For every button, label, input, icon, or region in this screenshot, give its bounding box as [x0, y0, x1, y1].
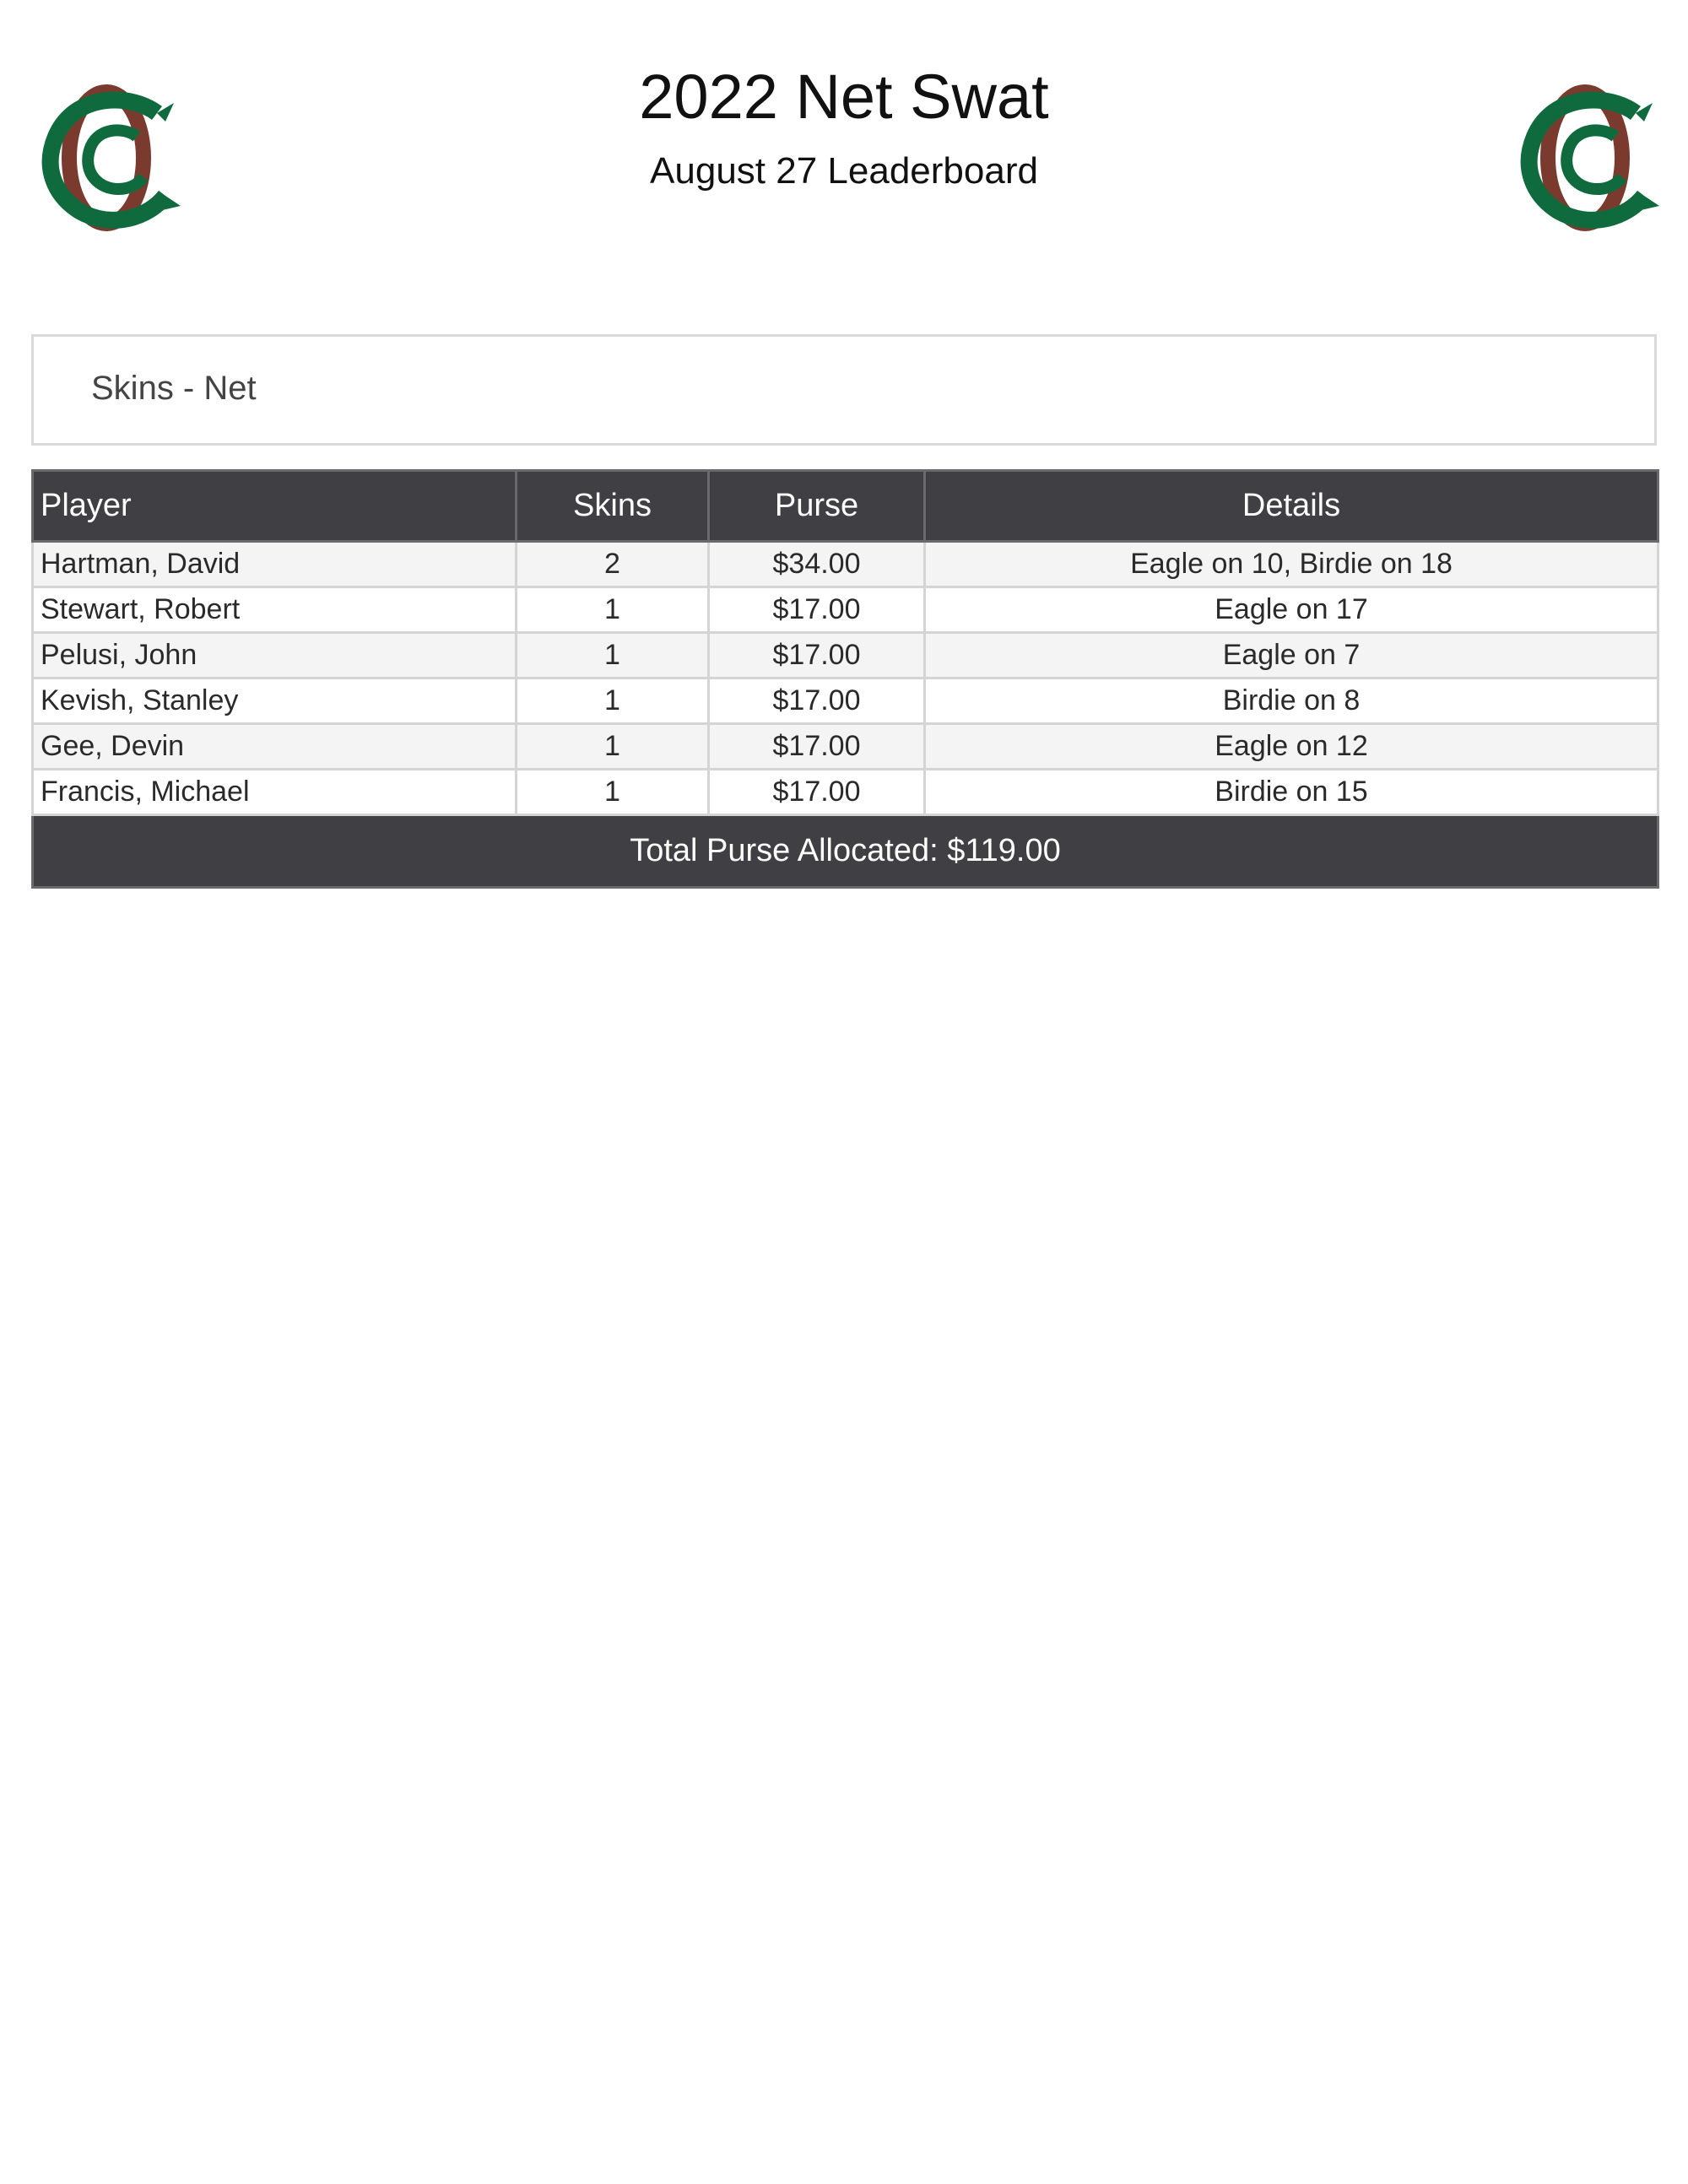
- section-header: [31, 334, 1657, 446]
- column-header-player: Player: [33, 471, 517, 542]
- purse-amount: $17.00: [709, 678, 925, 724]
- purse-amount: $34.00: [709, 542, 925, 587]
- total-purse: Total Purse Allocated: $119.00: [33, 815, 1658, 888]
- purse-amount: $17.00: [709, 633, 925, 678]
- column-header-purse: Purse: [709, 471, 925, 542]
- table-footer-row: [33, 815, 1658, 888]
- table-row: [33, 678, 1658, 724]
- table-row: [33, 724, 1658, 770]
- page-title: 2022 Net Swat: [639, 62, 1049, 132]
- column-header-skins: Skins: [517, 471, 709, 542]
- skins-count: 2: [517, 542, 709, 587]
- purse-amount: $17.00: [709, 770, 925, 815]
- column-header-details: Details: [925, 471, 1658, 542]
- skin-details: Eagle on 10, Birdie on 18: [925, 542, 1658, 587]
- player-name: Hartman, David: [33, 542, 517, 587]
- table-header-row: [33, 471, 1658, 542]
- skins-count: 1: [517, 770, 709, 815]
- skin-details: Birdie on 15: [925, 770, 1658, 815]
- table-row: [33, 542, 1658, 587]
- skins-count: 1: [517, 678, 709, 724]
- table-row: [33, 587, 1658, 633]
- player-name: Gee, Devin: [33, 724, 517, 770]
- table-row: [33, 633, 1658, 678]
- section-title: Skins - Net: [91, 370, 257, 407]
- skin-details: Birdie on 8: [925, 678, 1658, 724]
- page-subtitle: August 27 Leaderboard: [650, 150, 1038, 192]
- skins-count: 1: [517, 633, 709, 678]
- skin-details: Eagle on 17: [925, 587, 1658, 633]
- player-name: Stewart, Robert: [33, 587, 517, 633]
- purse-amount: $17.00: [709, 724, 925, 770]
- leaderboard-table: [31, 469, 1659, 889]
- skins-count: 1: [517, 587, 709, 633]
- skin-details: Eagle on 7: [925, 633, 1658, 678]
- player-name: Pelusi, John: [33, 633, 517, 678]
- skins-count: 1: [517, 724, 709, 770]
- purse-amount: $17.00: [709, 587, 925, 633]
- player-name: Francis, Michael: [33, 770, 517, 815]
- table-row: [33, 770, 1658, 815]
- skin-details: Eagle on 12: [925, 724, 1658, 770]
- player-name: Kevish, Stanley: [33, 678, 517, 724]
